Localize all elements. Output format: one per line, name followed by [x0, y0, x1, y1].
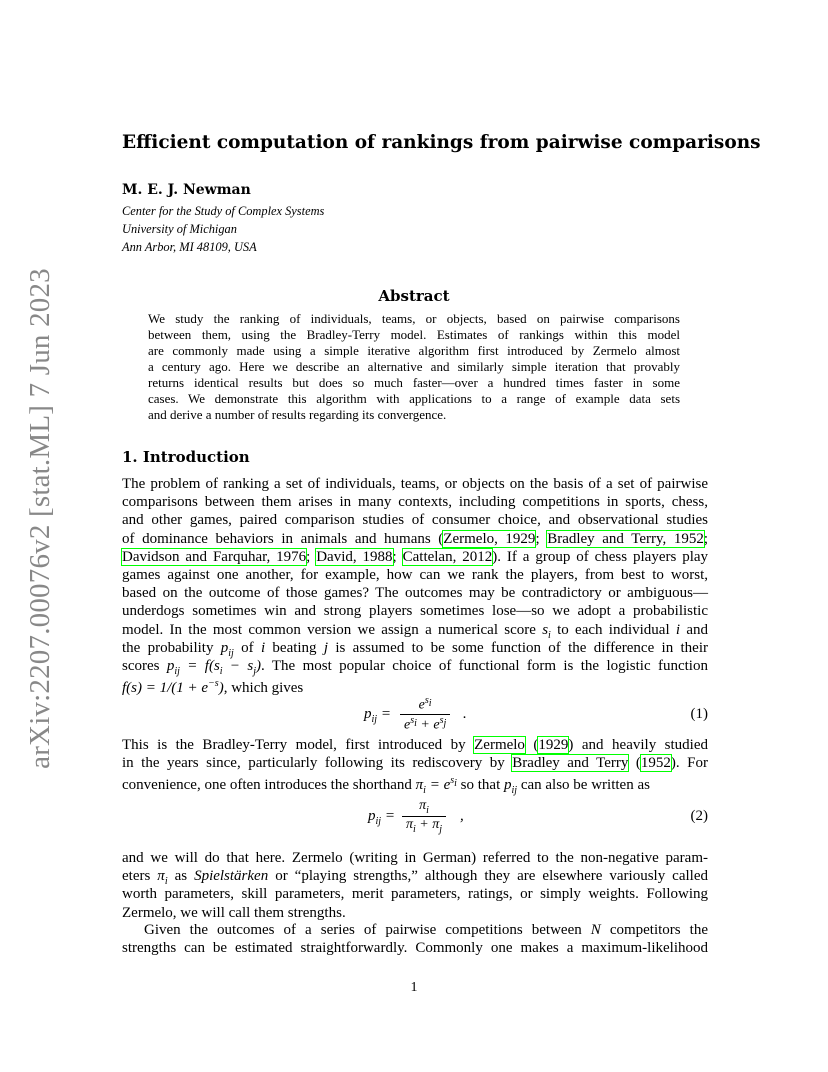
page-number: 1 [410, 980, 418, 995]
text-line: based on the outcome of those games? The outcomes may be contradictory or ambiguous— [122, 585, 708, 602]
text-line: games against one another, for example, how can we rank the players, from best to worst, [122, 566, 708, 583]
abstract-line: and derive a number of results regarding its convergence. [148, 407, 447, 422]
text-line [122, 675, 708, 697]
estimation-paragraph [122, 921, 708, 957]
text-line [122, 921, 708, 939]
eq2-numerator: $\pi_i$ [419, 798, 429, 816]
text-span: to each individual [550, 621, 676, 638]
paper-title: Efficient computation of rankings from pairwise comparisons [122, 132, 761, 153]
eq2-denominator: $\pi_i + \pi_j$ [406, 816, 443, 835]
text-span: or “playing strengths,” although they are elsewhere variously called [268, 868, 708, 885]
abstract-line: We study the ranking of individuals, teams, or objects, based on pairwise comparisons [148, 311, 680, 326]
equation-number: (2) [690, 808, 708, 824]
citation-link[interactable]: Zermelo, 1929 [443, 530, 536, 547]
math-pi-shorthand: $\pi_i = e^{s_i}$ [415, 775, 457, 797]
bradley-terry-paragraph [122, 736, 708, 797]
abstract-line: cases. We demonstrate this algorithm with applications to a range of example data sets [148, 391, 680, 406]
text-line: strengths can be estimated straightforwardly. Commonly one makes a maximum-likelihood [122, 940, 708, 957]
citation-link[interactable]: Zermelo [474, 737, 525, 753]
text-span: can also be written as [517, 777, 650, 794]
abstract-body [148, 311, 680, 423]
text-line [122, 657, 708, 675]
text-line: This is the Bradley-Terry model, first introduced by Zermelo (1929) and heavily studied [122, 737, 708, 753]
math-logistic: $f(s) = 1/(1 + e^{-s})$ [122, 678, 224, 697]
math-s-i: $s_i$ [542, 621, 551, 641]
text-line [122, 548, 708, 566]
text-span: ). If a group of chess players play [492, 548, 709, 565]
math-n: N [590, 922, 601, 938]
citation-link[interactable]: Bradley and Terry [512, 755, 629, 772]
text-line [122, 621, 708, 639]
math-i: i [260, 639, 266, 656]
affiliation-line: Ann Arbor, MI 48109, USA [122, 240, 257, 254]
citation-link[interactable]: 1952 [640, 755, 671, 772]
text-span: is assumed to be some function of the difference in their [328, 639, 708, 656]
abstract-line: a century ago. Here we describe an alternative and similarly simple iteration that provably [148, 359, 680, 374]
eq1-period: . [463, 706, 467, 722]
citation-link[interactable]: 1929 [538, 737, 569, 753]
text-span: convenience, one often introduces the shorthand [122, 777, 416, 794]
math-pi-i: $\pi_i$ [157, 868, 168, 888]
eq1-fraction [400, 695, 450, 733]
text-span: . The most popular choice of functional form is the logistic function [261, 657, 708, 674]
math-i: i [675, 621, 681, 638]
math-pij-f: $p_{ij} = f(s_i - s_j)$ [166, 657, 262, 677]
italic-term: Spielstärken [194, 868, 269, 885]
text-line [122, 867, 708, 888]
text-span: . For [675, 755, 708, 772]
math-p-ij: $p_{ij}$ [220, 639, 234, 659]
text-span: of dominance behaviors in animals and humans ( [122, 530, 444, 547]
text-span: scores [122, 657, 167, 674]
equation-number: (1) [690, 706, 708, 722]
eq1-denominator: $e^{s_i} + e^{s_j}$ [404, 714, 447, 733]
math-j: j [323, 639, 329, 656]
text-span: model. In the most common version we assign a numerical score [122, 621, 543, 638]
text-span: This is the Bradley-Terry model, first introduced by [122, 737, 475, 753]
intro-paragraph [122, 475, 709, 697]
citation-link[interactable]: Davidson and Farquhar, 1976 [122, 548, 307, 565]
arxiv-identifier [22, 267, 58, 769]
text-line: and other games, paired comparison studies of consumer choice, and observational studies [122, 512, 708, 529]
text-span: as [167, 868, 195, 885]
text-span: eters [122, 868, 158, 885]
text-span: the probability [122, 639, 221, 656]
section-heading: 1. Introduction [122, 448, 250, 466]
abstract-line: returns identical results but does so much faster—over a hundred times faster in some [148, 375, 680, 390]
abstract-heading: Abstract [378, 287, 450, 305]
citation-link[interactable]: Cattelan, 2012 [402, 548, 493, 565]
text-span: Given the outcomes of a series of pairwise competitions between [144, 922, 591, 938]
text-span: of [233, 639, 261, 656]
text-line [122, 772, 708, 797]
math-p-ij: $p_{ij}$ [504, 777, 518, 797]
text-span: in the years since, particularly following its rediscovery by [122, 755, 513, 772]
text-line: and we will do that here. Zermelo (writing in German) referred to the non-negative param- [122, 850, 708, 866]
author-name: M. E. J. Newman [122, 182, 251, 198]
text-span: , which gives [223, 680, 304, 697]
text-line: underdogs sometimes win and strong players sometimes lose—so we adopt a probabilistic [122, 603, 708, 620]
text-span: and [680, 621, 708, 638]
eq2-fraction [402, 798, 446, 835]
text-line [122, 639, 708, 657]
text-line: Zermelo, we will call them strengths. [122, 904, 346, 921]
text-span: and heavily studied [573, 737, 708, 753]
eq2-lhs: $p_{ij}$ = [368, 808, 395, 827]
equation-1 [122, 695, 708, 731]
eq1-lhs: $p_{ij}$ = [364, 706, 391, 725]
text-line: comparisons between them arises in many contexts, including competitions in sports, chess, [122, 494, 708, 511]
eq2-comma: , [460, 808, 464, 824]
arxiv-id-text: arXiv:2207.00076v2 [stat.ML] 7 Jun 2023 [23, 267, 56, 769]
text-line: worth parameters, skill parameters, merit parameters, ratings, or simply weights. Following [122, 886, 708, 903]
strengths-paragraph [122, 849, 708, 922]
citation-link[interactable]: David, 1988 [316, 548, 393, 565]
text-span: beating [265, 639, 324, 656]
text-span: competitors the [600, 922, 708, 938]
text-line: The problem of ranking a set of individuals, teams, or objects on the basis of a set of pairwise [122, 476, 708, 492]
text-span: ; [306, 548, 317, 565]
equation-2 [122, 798, 708, 836]
text-span: ; [392, 548, 403, 565]
citation-link[interactable]: Bradley and Terry, 1952 [547, 530, 704, 547]
text-line [122, 530, 708, 548]
affiliation-line: University of Michigan [122, 222, 237, 236]
text-line: in the years since, particularly following its rediscovery by Bradley and Terry (1952). For [122, 755, 708, 772]
abstract-line: are commonly made using a simple iterative algorithm first introduced by Zermelo almost [148, 343, 680, 358]
text-span: ; [703, 530, 708, 547]
affiliation-line: Center for the Study of Complex Systems [122, 204, 325, 218]
text-span: so that [456, 777, 505, 794]
abstract-line: between them, using the Bradley-Terry model. Estimates of rankings within this model [148, 327, 680, 342]
eq1-numerator: $e^{s_i}$ [418, 695, 432, 713]
text-span: ; [535, 530, 548, 547]
